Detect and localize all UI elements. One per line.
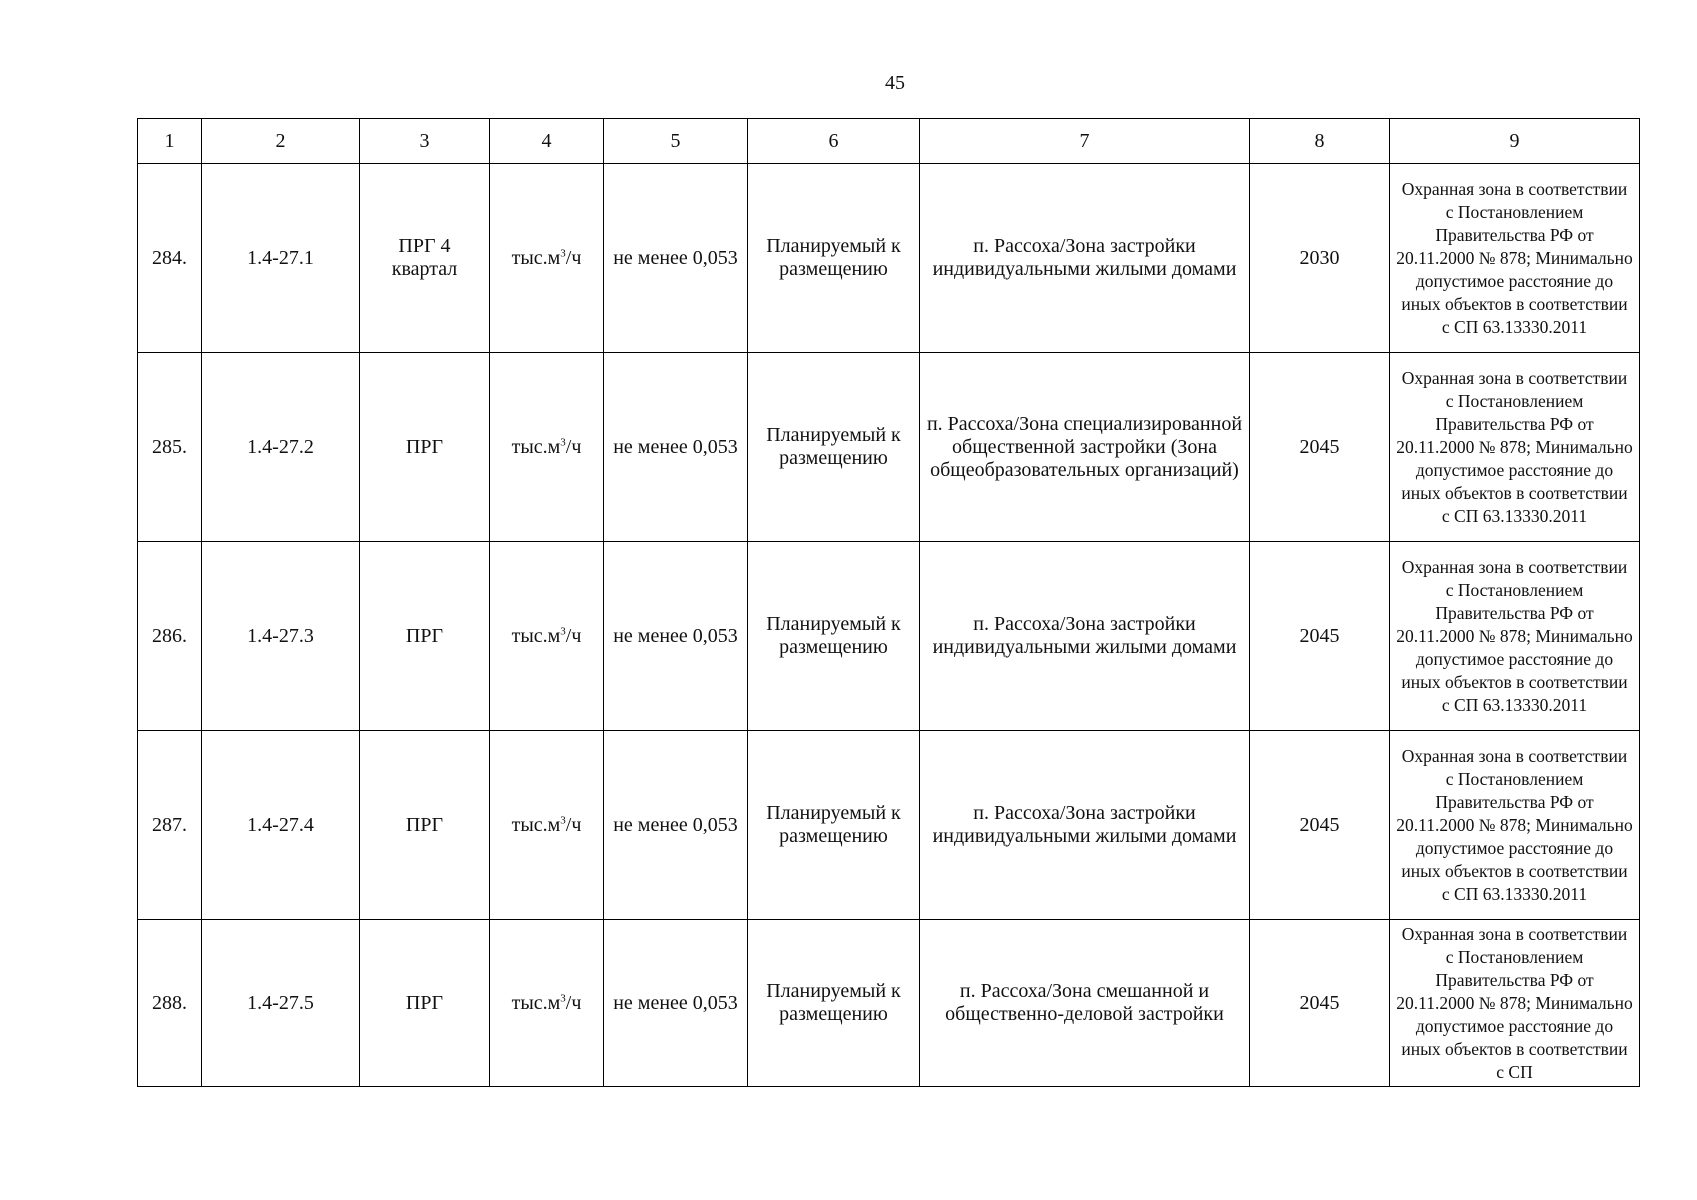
protection-zone-note: Охранная зона в соответствии с Постановлением Правительства РФ от 20.11.2000 № 878; Минимально допустимое расстояние до иных объектов в соответствии с СП 63.13330.2011 [1390, 164, 1640, 353]
object-code: 1.4-27.2 [202, 353, 360, 542]
row-number: 285. [138, 353, 202, 542]
table-row [138, 731, 1640, 920]
unit [490, 920, 604, 1087]
unit-exponent: 3 [560, 991, 566, 1004]
header-cell: 9 [1390, 119, 1640, 164]
status: Планируемый к размещению [748, 353, 920, 542]
location: п. Рассоха/Зона специализированной общественной застройки (Зона общеобразовательных организаций) [920, 353, 1250, 542]
row-number: 288. [138, 920, 202, 1087]
unit [490, 164, 604, 353]
object-code: 1.4-27.4 [202, 731, 360, 920]
year: 2045 [1250, 920, 1390, 1087]
object-code: 1.4-27.3 [202, 542, 360, 731]
unit-base: тыс.м [511, 991, 561, 1014]
capacity: не менее 0,053 [604, 731, 748, 920]
unit-exponent: 3 [560, 813, 566, 826]
row-number: 287. [138, 731, 202, 920]
unit-tail: /ч [565, 246, 582, 269]
year: 2045 [1250, 731, 1390, 920]
year: 2045 [1250, 542, 1390, 731]
unit-tail: /ч [565, 991, 582, 1014]
unit [490, 731, 604, 920]
protection-zone-note: Охранная зона в соответствии с Постановлением Правительства РФ от 20.11.2000 № 878; Минимально допустимое расстояние до иных объектов в соответствии с СП 63.13330.2011 [1390, 731, 1640, 920]
unit-base: тыс.м [511, 624, 561, 647]
header-cell: 3 [360, 119, 490, 164]
header-cell: 6 [748, 119, 920, 164]
unit-tail: /ч [565, 435, 582, 458]
object-name: ПРГ [360, 542, 490, 731]
unit-base: тыс.м [511, 813, 561, 836]
year: 2045 [1250, 353, 1390, 542]
unit-exponent: 3 [560, 435, 566, 448]
location: п. Рассоха/Зона застройки индивидуальными жилыми домами [920, 731, 1250, 920]
unit-tail: /ч [565, 624, 582, 647]
header-cell: 7 [920, 119, 1250, 164]
status: Планируемый к размещению [748, 920, 920, 1087]
location: п. Рассоха/Зона застройки индивидуальными жилыми домами [920, 164, 1250, 353]
unit [490, 353, 604, 542]
unit-base: тыс.м [511, 246, 561, 269]
status: Планируемый к размещению [748, 731, 920, 920]
status: Планируемый к размещению [748, 164, 920, 353]
unit [490, 542, 604, 731]
status: Планируемый к размещению [748, 542, 920, 731]
object-name: ПРГ [360, 731, 490, 920]
year: 2030 [1250, 164, 1390, 353]
protection-zone-note: Охранная зона в соответствии с Постановлением Правительства РФ от 20.11.2000 № 878; Минимально допустимое расстояние до иных объектов в соответствии с СП [1390, 920, 1640, 1087]
capacity: не менее 0,053 [604, 164, 748, 353]
unit-exponent: 3 [560, 624, 566, 637]
header-cell: 5 [604, 119, 748, 164]
protection-zone-note: Охранная зона в соответствии с Постановлением Правительства РФ от 20.11.2000 № 878; Минимально допустимое расстояние до иных объектов в соответствии с СП 63.13330.2011 [1390, 542, 1640, 731]
header-cell: 4 [490, 119, 604, 164]
header-cell: 2 [202, 119, 360, 164]
objects-table [137, 118, 1640, 1087]
location: п. Рассоха/Зона смешанной и общественно-деловой застройки [920, 920, 1250, 1087]
capacity: не менее 0,053 [604, 353, 748, 542]
object-code: 1.4-27.5 [202, 920, 360, 1087]
object-name: ПРГ [360, 920, 490, 1087]
header-cell: 8 [1250, 119, 1390, 164]
row-number: 284. [138, 164, 202, 353]
table-header-row [138, 119, 1640, 164]
table-row [138, 920, 1640, 1087]
capacity: не менее 0,053 [604, 542, 748, 731]
unit-base: тыс.м [511, 435, 561, 458]
row-number: 286. [138, 542, 202, 731]
table-row [138, 164, 1640, 353]
object-name: ПРГ [360, 353, 490, 542]
location: п. Рассоха/Зона застройки индивидуальными жилыми домами [920, 542, 1250, 731]
protection-zone-note: Охранная зона в соответствии с Постановлением Правительства РФ от 20.11.2000 № 878; Минимально допустимое расстояние до иных объектов в соответствии с СП 63.13330.2011 [1390, 353, 1640, 542]
capacity: не менее 0,053 [604, 920, 748, 1087]
table-row [138, 542, 1640, 731]
object-code: 1.4-27.1 [202, 164, 360, 353]
unit-tail: /ч [565, 813, 582, 836]
unit-exponent: 3 [560, 246, 566, 259]
page-number: 45 [885, 72, 905, 94]
table-row [138, 353, 1640, 542]
header-cell: 1 [138, 119, 202, 164]
object-name: ПРГ 4 квартал [360, 164, 490, 353]
